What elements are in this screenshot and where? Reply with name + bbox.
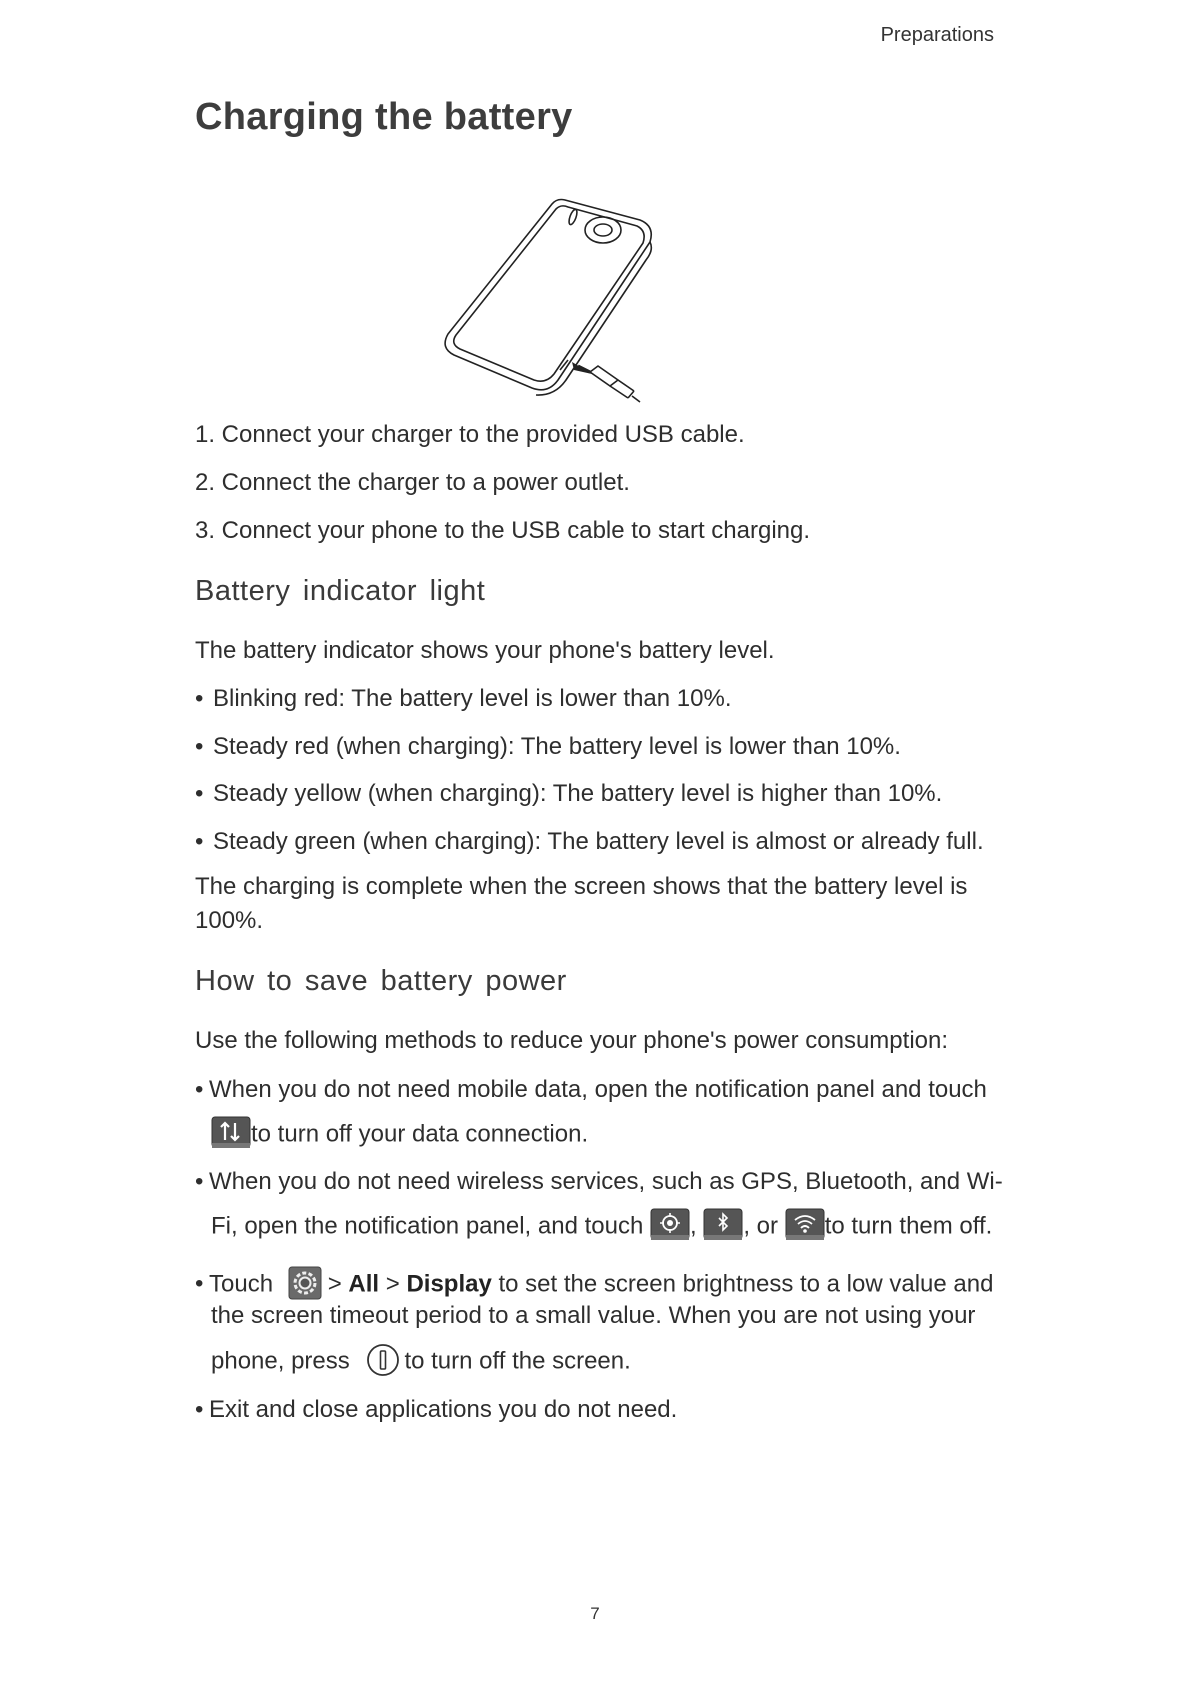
list-item: • Steady yellow (when charging): The battery level is higher than 10%. xyxy=(195,780,943,807)
list-item-cont: phone, press to turn off the screen. xyxy=(211,1345,631,1379)
list-item: • Steady green (when charging): The battery level is almost or already full. xyxy=(195,828,984,855)
list-item: • Exit and close applications you do not need. xyxy=(195,1396,678,1423)
step-1: 1. Connect your charger to the provided USB cable. xyxy=(195,421,745,448)
phone-charging-illustration xyxy=(440,190,700,440)
list-item-cont: the screen timeout period to a small value. When you are not using your xyxy=(211,1302,976,1329)
page-title: Charging the battery xyxy=(195,96,573,138)
list-item: • When you do not need mobile data, open the notification panel and touch xyxy=(195,1076,987,1103)
bluetooth-icon xyxy=(703,1208,743,1242)
save-heading: How to save battery power xyxy=(195,965,567,997)
section-label: Preparations xyxy=(880,24,994,46)
power-button-icon xyxy=(366,1343,400,1377)
indicator-heading: Battery indicator light xyxy=(195,575,486,607)
step-3: 3. Connect your phone to the USB cable to start charging. xyxy=(195,517,811,544)
mobile-data-icon xyxy=(211,1116,251,1150)
page-number: 7 xyxy=(590,1604,600,1623)
list-item-cont: Fi, open the notification panel, and touch , , or to turn them off. xyxy=(211,1210,992,1244)
settings-icon xyxy=(288,1266,322,1300)
charging-complete-text-cont: 100%. xyxy=(195,907,264,934)
wifi-icon xyxy=(785,1208,825,1242)
list-item: • When you do not need wireless services, such as GPS, Bluetooth, and Wi- xyxy=(195,1168,1003,1195)
list-item: • Steady red (when charging): The battery level is lower than 10%. xyxy=(195,733,901,760)
charging-complete-text: The charging is complete when the screen shows that the battery level is xyxy=(195,873,968,900)
save-intro: Use the following methods to reduce your phone's power consumption: xyxy=(195,1027,949,1054)
step-2: 2. Connect the charger to a power outlet. xyxy=(195,469,630,496)
list-item: • Touch > All > Display to set the screen brightness to a low value and xyxy=(195,1268,993,1302)
list-item-cont: to turn off your data connection. xyxy=(211,1118,588,1152)
list-item: • Blinking red: The battery level is lower than 10%. xyxy=(195,685,732,712)
gps-icon xyxy=(650,1208,690,1242)
indicator-intro: The battery indicator shows your phone's battery level. xyxy=(195,637,775,664)
